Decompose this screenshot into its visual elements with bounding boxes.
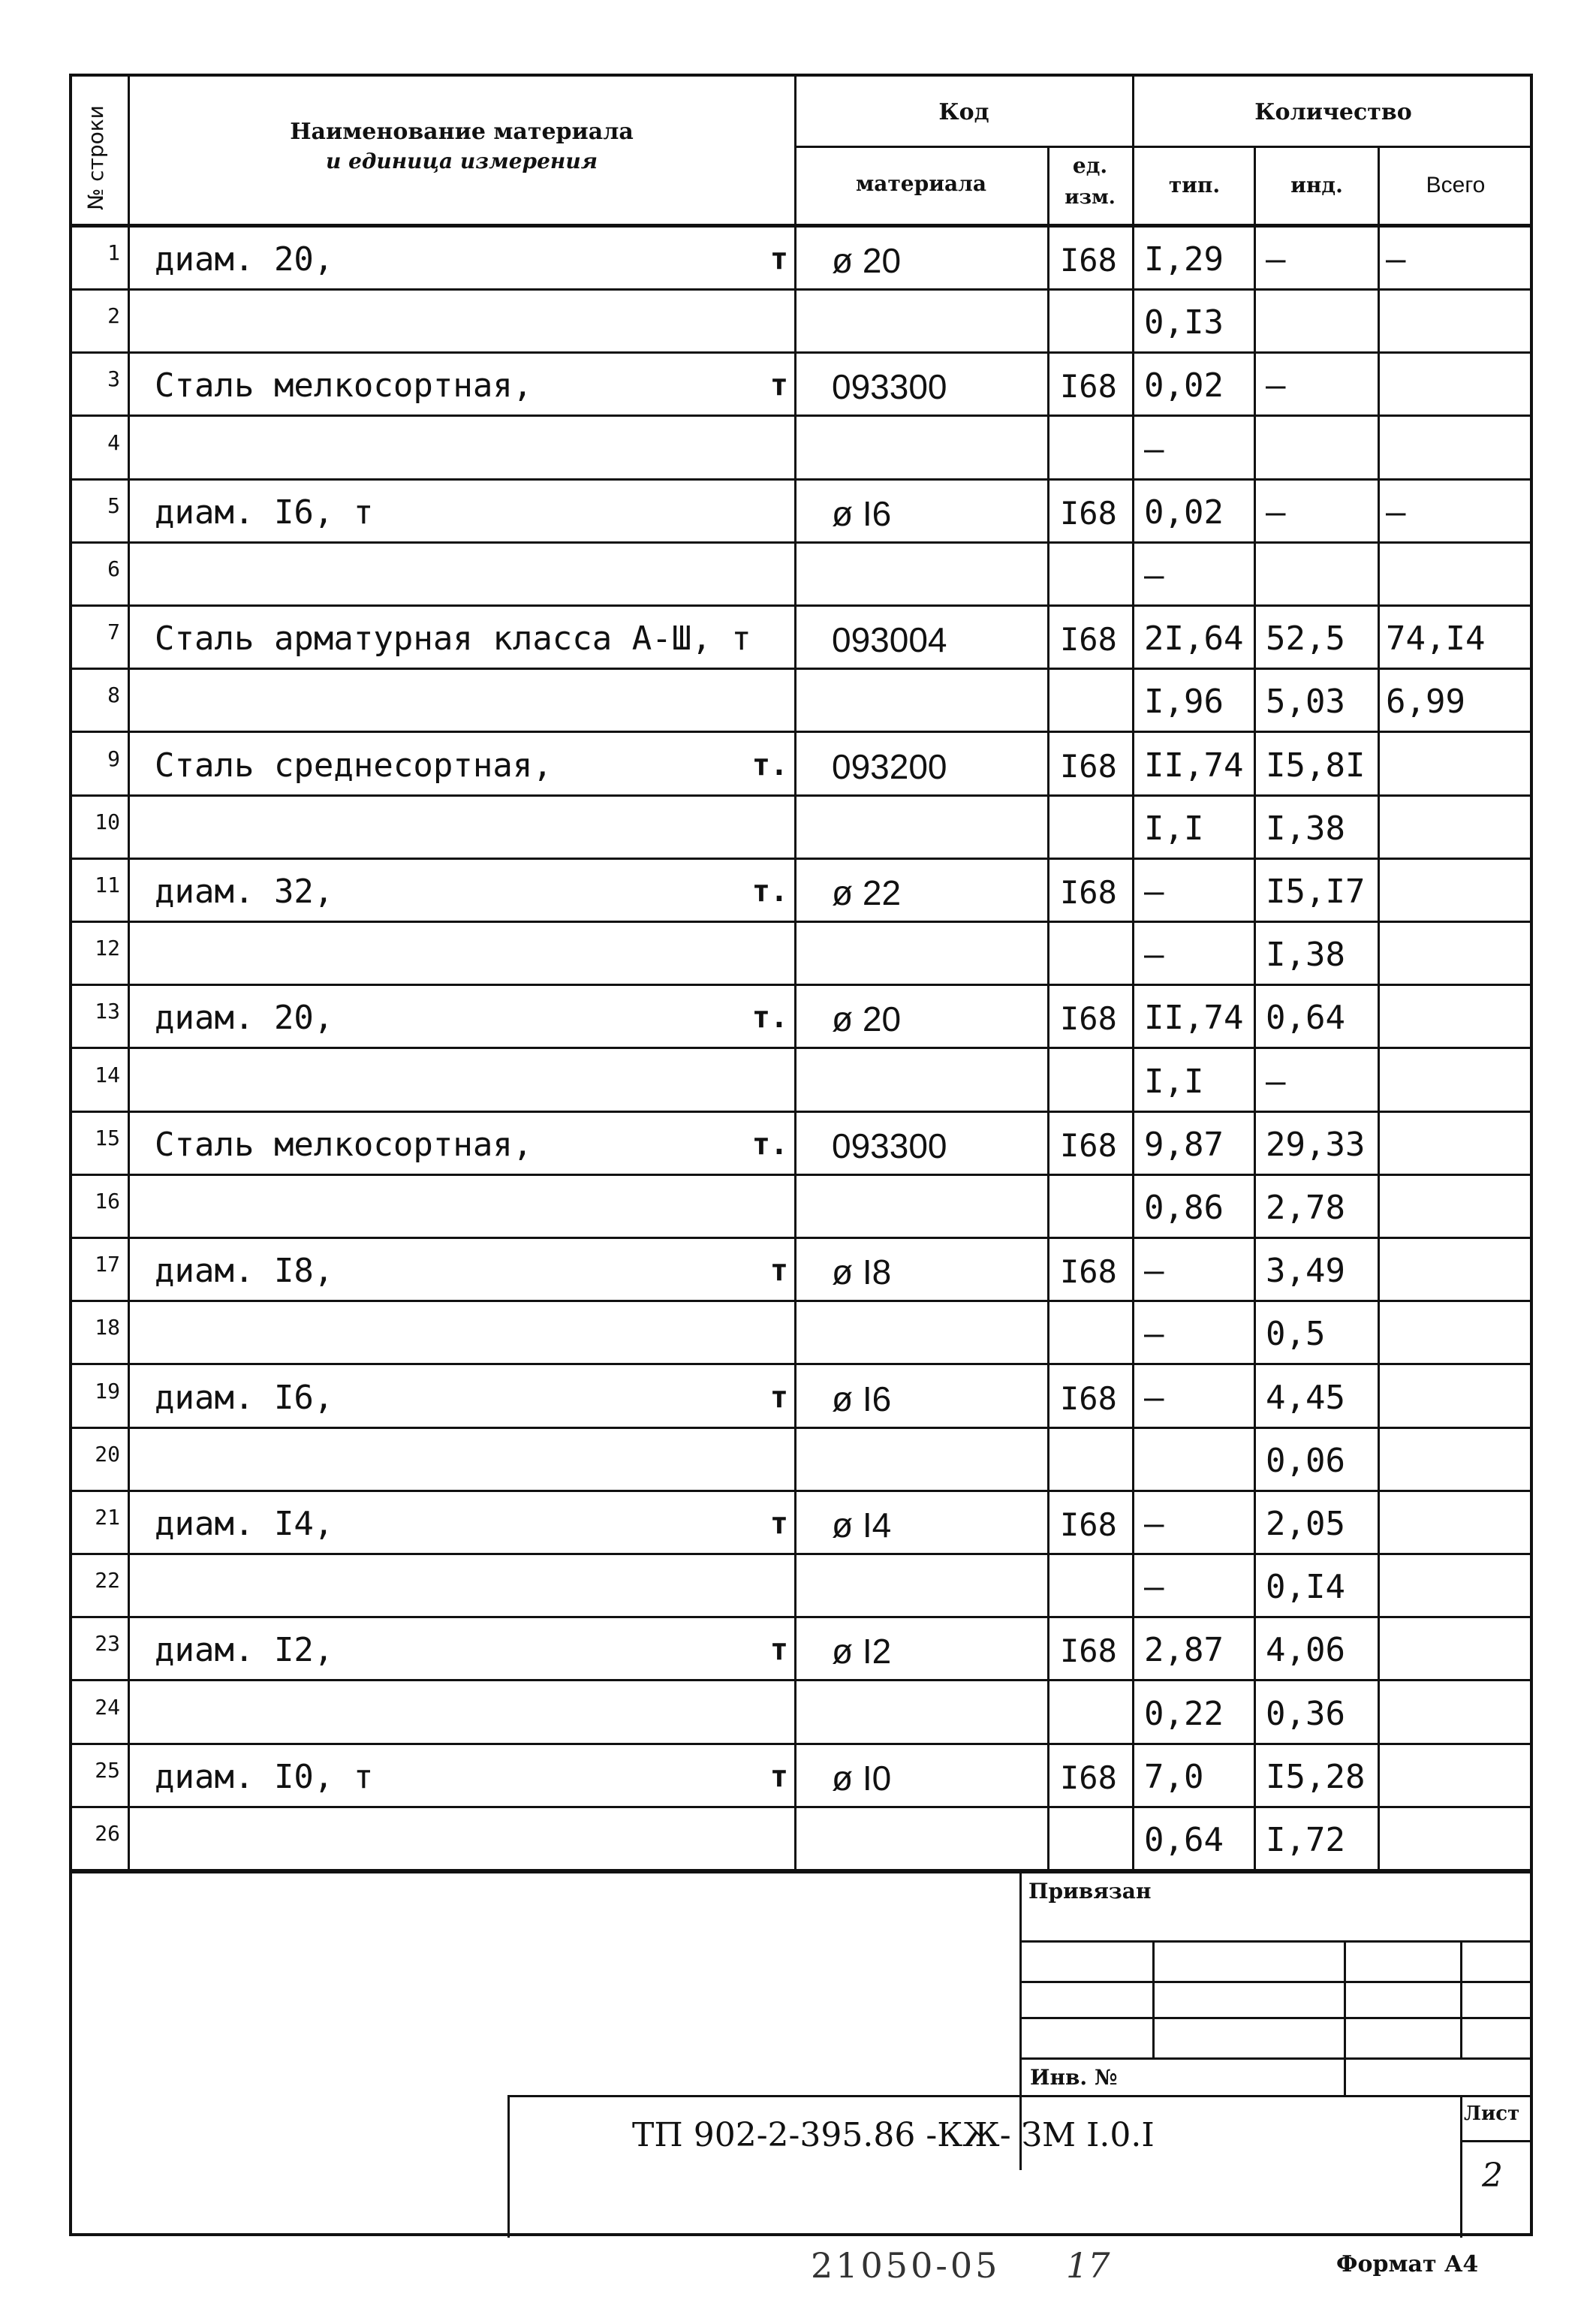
unit-code: I68 [1060,242,1117,279]
row-number: 11 [95,873,120,897]
qty-tip: 0,64 [1144,1821,1224,1859]
unit-label: т [769,1759,788,1794]
col-line-tip [1254,146,1256,1871]
material-name: Сталь мелкосортная, [155,1126,533,1164]
label-inv-no: Инв. № [1030,2065,1118,2090]
qty-ind: – [1266,1063,1286,1101]
row-divider [69,1047,1533,1049]
format-label: Формат А4 [1336,2251,1479,2277]
archive-stamp-number: 21050-05 [811,2245,1001,2286]
row-number: 15 [95,1126,120,1150]
qty-tip: 9,87 [1144,1126,1224,1164]
qty-tip: – [1144,430,1164,469]
row-number: 9 [107,746,120,771]
qty-ind: 29,33 [1266,1126,1366,1164]
qty-tip: I,96 [1144,683,1224,721]
row-divider [69,414,1533,417]
qty-ind: 0,06 [1266,1442,1345,1480]
footer-stamp-line-3 [1019,2017,1533,2019]
qty-ind: I,38 [1266,936,1345,974]
material-code: ø I2 [832,1632,892,1671]
qty-ind: – [1266,493,1286,532]
qty-total: 6,99 [1386,683,1465,721]
qty-total: – [1386,493,1406,532]
archive-stamp-page: 17 [1066,2245,1110,2286]
material-name: диам. I0, т [155,1758,374,1796]
material-code: 093004 [832,620,947,659]
row-number: 1 [107,240,120,265]
qty-tip: 0,I3 [1144,303,1224,342]
row-number: 2 [107,303,120,328]
header-qty-group: Количество [1254,99,1412,125]
unit-code: I68 [1060,1380,1117,1417]
header-qty-ind: инд. [1290,173,1343,197]
row-divider [69,541,1533,544]
unit-code: I68 [1060,1506,1117,1543]
qty-ind: 4,45 [1266,1379,1345,1417]
material-name: Сталь мелкосортная, [155,366,533,405]
material-code: ø I6 [832,1379,892,1418]
qty-ind: 2,05 [1266,1505,1345,1543]
qty-ind: 3,49 [1266,1252,1345,1290]
document-code: ТП 902-2-395.86 -КЖ- ЗМ I.0.I [632,2116,1155,2154]
material-name: диам. 32, [155,873,334,911]
row-divider [69,1111,1533,1113]
unit-code: I68 [1060,621,1117,658]
qty-ind: 5,03 [1266,683,1345,721]
material-name: диам. I8, [155,1252,334,1290]
qty-tip: I,I [1144,809,1204,848]
unit-code: I68 [1060,874,1117,911]
unit-code: I68 [1060,748,1117,785]
qty-tip: – [1144,1252,1164,1290]
qty-tip: – [1144,936,1164,974]
qty-total: – [1386,240,1406,279]
titleblock-left [507,2095,510,2238]
row-divider [69,351,1533,354]
footer-stamp-line-2 [1019,1981,1533,1983]
material-name: диам. 20, [155,999,334,1037]
row-divider [69,1806,1533,1808]
unit-label: т. [751,874,788,909]
col-line-ind [1378,146,1380,1871]
qty-tip: II,74 [1144,999,1244,1037]
header-qty-total: Всего [1426,173,1486,197]
qty-ind: I,38 [1266,809,1345,848]
material-code: ø I4 [832,1506,892,1545]
col-line-code [1047,146,1049,1871]
row-number: 18 [95,1315,120,1340]
row-divider [69,288,1533,291]
material-code: ø I6 [832,494,892,533]
material-name: Сталь арматурная класса А-Ш, т [155,619,751,658]
unit-code: I68 [1060,1000,1117,1037]
row-divider [69,1553,1533,1555]
row-divider [69,478,1533,481]
row-number: 12 [95,936,120,960]
row-number: 13 [95,999,120,1023]
col-line-unit [1132,74,1134,1871]
material-name: диам. I2, [155,1631,334,1669]
row-number: 5 [107,493,120,518]
header-code-unit-2: изм. [1065,186,1116,209]
footer-inv-col [1344,2057,1346,2095]
material-name: диам. 20, [155,240,334,279]
unit-code: I68 [1060,1127,1117,1164]
material-code: 093200 [832,747,947,786]
row-number: 20 [95,1442,120,1466]
qty-tip: 0,22 [1144,1695,1224,1733]
row-number: 8 [107,683,120,707]
row-divider [69,794,1533,797]
row-number: 14 [95,1063,120,1087]
unit-label: т [769,1253,788,1288]
row-number: 17 [95,1252,120,1277]
footer-stamp-col-1 [1152,1940,1155,2057]
qty-tip: – [1144,1568,1164,1606]
row-divider [69,1616,1533,1618]
row-divider [69,984,1533,986]
header-code-unit-1: ед. [1072,153,1108,178]
qty-tip: I,I [1144,1063,1204,1101]
row-number: 26 [95,1821,120,1846]
qty-tip: 0,86 [1144,1189,1224,1227]
qty-ind: 0,36 [1266,1695,1345,1733]
qty-tip: – [1144,1379,1164,1417]
row-number: 4 [107,430,120,455]
qty-ind: 0,I4 [1266,1568,1345,1606]
qty-ind: I5,28 [1266,1758,1366,1796]
unit-label: т. [751,748,788,782]
row-number: 3 [107,366,120,391]
material-name: диам. I6, т [155,493,374,532]
material-code: ø 20 [832,999,902,1038]
row-divider [69,1743,1533,1745]
unit-code: I68 [1060,1759,1117,1796]
material-code: 093300 [832,367,947,406]
row-divider [69,1427,1533,1429]
row-divider [69,921,1533,923]
row-number: 21 [95,1505,120,1530]
footer-top-line [69,1870,1533,1873]
qty-tip: II,74 [1144,746,1244,785]
unit-code: I68 [1060,1632,1117,1669]
row-number: 19 [95,1379,120,1403]
row-number: 16 [95,1189,120,1213]
row-divider [69,604,1533,607]
material-name: диам. I6, [155,1379,334,1417]
unit-label: т. [751,1000,788,1035]
row-number: 24 [95,1695,120,1720]
qty-tip: 0,02 [1144,493,1224,532]
header-name-line2: и единица измерения [325,149,598,173]
col-line-name [794,74,796,1871]
header-code-material: материала [855,171,986,196]
qty-total: 74,I4 [1386,619,1486,658]
material-code: ø I8 [832,1252,892,1292]
qty-ind: 0,5 [1266,1315,1326,1353]
qty-tip: I,29 [1144,240,1224,279]
row-number: 7 [107,619,120,644]
material-name: Сталь среднесортная, [155,746,553,785]
qty-tip: 7,0 [1144,1758,1204,1796]
unit-code: I68 [1060,368,1117,405]
qty-ind: I5,8I [1266,746,1366,785]
unit-label: т [769,1632,788,1667]
qty-ind: 4,06 [1266,1631,1345,1669]
footer-stamp-col-2 [1344,1940,1346,2057]
header-name-line1: Наименование материала [290,119,634,145]
row-divider [69,1174,1533,1176]
row-number: 22 [95,1568,120,1593]
qty-ind: 0,64 [1266,999,1345,1037]
qty-ind: 52,5 [1266,619,1345,658]
qty-ind: I,72 [1266,1821,1345,1859]
unit-label: т [769,1380,788,1415]
unit-label: т. [751,1127,788,1162]
row-divider [69,1679,1533,1681]
label-privyazan: Привязан [1028,1879,1152,1904]
sheet-number: 2 [1482,2157,1503,2195]
qty-tip: – [1144,873,1164,911]
row-divider [69,731,1533,733]
header-code-group: Код [938,99,989,125]
row-divider [69,1490,1533,1492]
row-divider [69,1237,1533,1239]
footer-stamp-line-4 [1019,2057,1533,2060]
titleblock-sheet-sep [1460,2095,1462,2238]
header-row-no: № строки [83,105,108,210]
material-code: 093300 [832,1126,947,1165]
unit-label: т [769,368,788,402]
qty-tip: 0,02 [1144,366,1224,405]
row-number: 23 [95,1631,120,1656]
qty-ind: – [1266,240,1286,279]
qty-ind: I5,I7 [1266,873,1366,911]
header-qty-tip: тип. [1168,173,1221,197]
unit-label: т [769,242,788,276]
footer-stamp-line-1 [1019,1940,1533,1943]
unit-label: т [769,1506,788,1541]
qty-tip: 2,87 [1144,1631,1224,1669]
header-bottom-line [69,224,1533,228]
material-code: ø 22 [832,873,902,912]
row-divider [69,1363,1533,1365]
footer-stamp-col-3 [1460,1940,1462,2057]
header-divider [794,146,1533,148]
qty-tip: 2I,64 [1144,619,1244,658]
row-number: 25 [95,1758,120,1783]
qty-tip: – [1144,1505,1164,1543]
sheet-label: Лист [1464,2103,1520,2125]
row-divider [69,858,1533,860]
qty-tip: – [1144,1315,1164,1353]
material-code: ø I0 [832,1759,892,1798]
row-divider [69,668,1533,670]
titleblock-sheet-line [1460,2140,1533,2142]
qty-ind: – [1266,366,1286,405]
material-name: диам. I4, [155,1505,334,1543]
col-line-rownum [128,74,130,1871]
qty-tip: – [1144,556,1164,595]
row-number: 6 [107,556,120,581]
unit-code: I68 [1060,1253,1117,1290]
row-divider [69,1300,1533,1302]
material-code: ø 20 [832,241,902,280]
row-number: 10 [95,809,120,834]
qty-ind: 2,78 [1266,1189,1345,1227]
titleblock-top [507,2095,1533,2097]
unit-code: I68 [1060,495,1117,532]
